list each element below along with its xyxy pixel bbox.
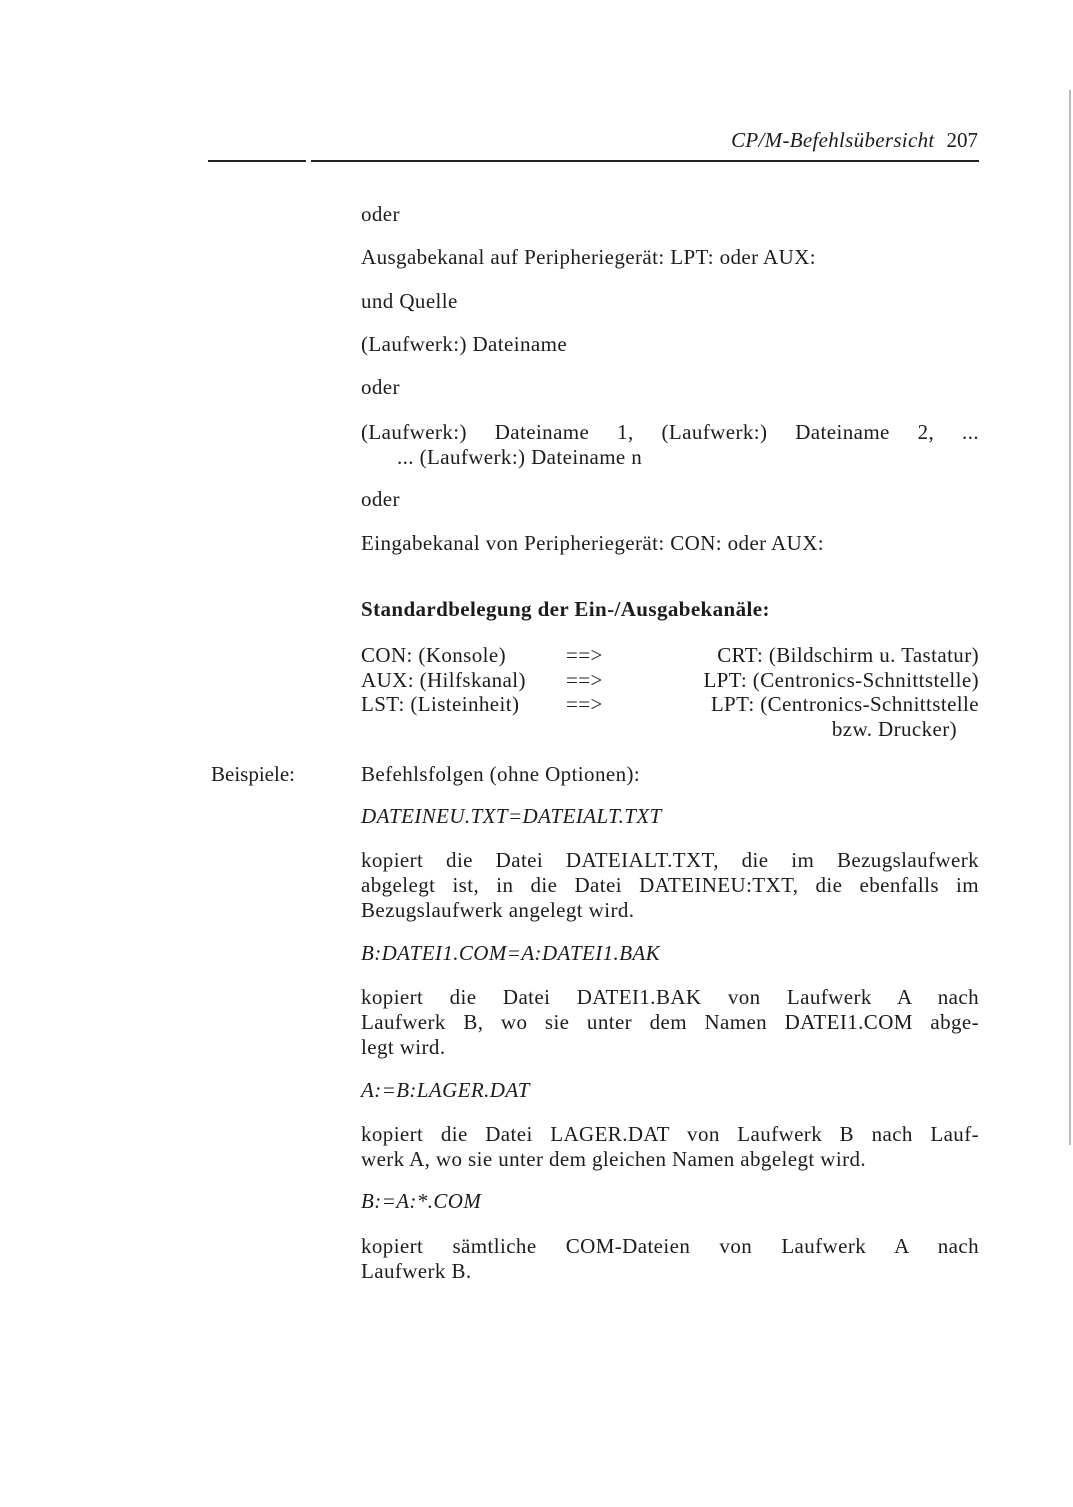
text-oder-2: oder [361,375,400,399]
example-desc-1 [361,848,979,923]
scan-edge [1069,90,1071,1145]
text-laufwerk-dateiname: (Laufwerk:) Dateiname [361,332,568,356]
mapping-row [361,668,979,693]
standard-heading: Standardbelegung der Ein-/Ausgabekanäle: [361,597,770,621]
laufwerk-list-line-1: (Laufwerk:) Dateiname 1, (Laufwerk:) Dateiname 2, ... [361,420,979,444]
example-command-4: B:=A:*.COM [361,1189,482,1213]
desc-line: abgelegt ist, in die Datei DATEINEU:TXT, die ebenfalls im [361,873,979,897]
text-ausgabekanal: Ausgabekanal auf Peripheriegerät: LPT: oder AUX: [361,245,816,269]
desc-line: kopiert die Datei LAGER.DAT von Laufwerk B nach Lauf- [361,1122,979,1146]
desc-line: Laufwerk B. [361,1259,472,1283]
text-oder-3: oder [361,487,400,511]
example-command-1: DATEINEU.TXT=DATEIALT.TXT [361,804,662,828]
header-rule-left [208,160,306,162]
page-number: 207 [946,128,978,152]
examples-label: Beispiele: [211,762,295,786]
example-command-3: A:=B:LAGER.DAT [361,1078,530,1102]
desc-line: kopiert die Datei DATEI1.BAK von Laufwerk A nach [361,985,979,1009]
desc-line: werk A, wo sie unter dem gleichen Namen abgelegt wird. [361,1147,867,1171]
example-desc-4 [361,1234,979,1284]
text-oder-1: oder [361,202,400,226]
examples-intro: Befehlsfolgen (ohne Optionen): [361,762,641,786]
laufwerk-list-line-2: ... (Laufwerk:) Dateiname n [397,445,643,469]
mapping-arrow: ==> [566,643,603,667]
mapping-to: LPT: (Centronics-Schnittstelle [710,692,979,716]
header-rule-right [311,160,979,162]
text-und-quelle: und Quelle [361,289,458,313]
mapping-arrow: ==> [566,692,603,716]
mapping-from: AUX: (Hilfskanal) [361,667,526,692]
channel-mapping-table [361,643,979,741]
mapping-row [361,643,979,668]
mapping-to: LPT: (Centronics-Schnittstelle) [703,667,979,692]
header-title: CP/M-Befehlsübersicht [731,128,935,152]
text-laufwerk-list [361,420,979,445]
desc-line: kopiert die Datei DATEIALT.TXT, die im Bezugslaufwerk [361,848,979,872]
text-eingabekanal: Eingabekanal von Peripheriegerät: CON: oder AUX: [361,531,824,555]
mapping-row [361,692,979,717]
mapping-to: CRT: (Bildschirm u. Tastatur) [717,643,979,667]
mapping-from: LST: (Listeinheit) [361,692,520,716]
desc-line: kopiert sämtliche COM-Dateien von Laufwerk A nach [361,1234,979,1258]
desc-line: legt wird. [361,1035,446,1059]
mapping-from: CON: (Konsole) [361,643,507,667]
example-desc-3 [361,1122,979,1172]
mapping-continuation: bzw. Drucker) [831,716,957,741]
example-desc-2 [361,985,979,1060]
example-command-2: B:DATEI1.COM=A:DATEI1.BAK [361,941,661,965]
running-header [731,128,978,153]
mapping-arrow: ==> [566,667,603,692]
desc-line: Laufwerk B, wo sie unter dem Namen DATEI1.COM abge- [361,1010,979,1034]
desc-line: Bezugslaufwerk angelegt wird. [361,898,635,922]
